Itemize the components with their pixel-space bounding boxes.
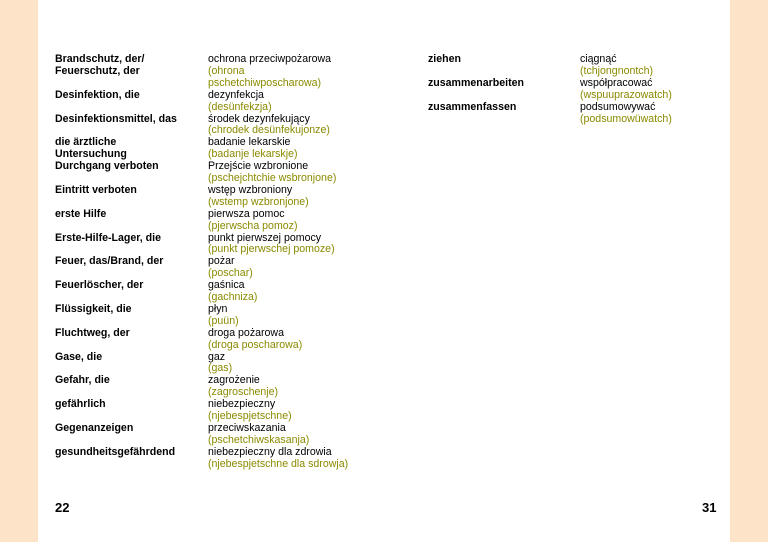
pronunciation: (wspuuprazowatch) (580, 88, 672, 101)
translation-entry (208, 90, 272, 114)
term (55, 185, 137, 197)
translation-entry (208, 185, 309, 209)
term-line: Fluchtweg, der (55, 326, 130, 339)
pronunciation: (wstemp wzbronjone) (208, 195, 309, 208)
term-line: Untersuchung (55, 148, 127, 161)
polish-word: gaśnica (208, 279, 245, 292)
translation-entry (208, 209, 298, 233)
pronunciation: (gas) (208, 362, 233, 375)
pronunciation: (podsumowüwatch) (580, 112, 672, 125)
polish-word: Przejście wzbronione (208, 160, 309, 173)
polish-word: ochrona przeciwpożarowa (208, 53, 332, 65)
term (55, 375, 110, 387)
term (55, 233, 161, 245)
pronunciation: (droga poscharowa) (208, 338, 303, 351)
polish-word: wstęp wzbroniony (208, 183, 293, 196)
polish-word: współpracować (580, 76, 653, 89)
term (55, 304, 132, 316)
pronunciation: pschetchiwposcharowa) (208, 76, 322, 89)
pronunciation: (gachniza) (208, 291, 258, 303)
polish-word: niebezpieczny (208, 398, 276, 411)
pronunciation: (pschejchtchie wsbronjone) (208, 172, 337, 184)
term (55, 447, 175, 459)
term (55, 423, 133, 435)
polish-word: niebezpieczny dla zdrowia (208, 445, 332, 458)
term (55, 280, 143, 292)
translation-entry (208, 399, 292, 423)
term-line: Desinfektion, die (55, 88, 140, 101)
term (55, 137, 127, 161)
translation-entry (208, 137, 298, 161)
polish-word: pierwsza pomoc (208, 207, 285, 220)
term-line: die ärztliche (55, 136, 117, 149)
pronunciation: (chrodek desünfekujonze) (208, 124, 330, 137)
pronunciation: (pjerwscha pomoz) (208, 219, 298, 232)
left-margin-band (0, 0, 38, 542)
pronunciation: (njebespjetschne) (208, 410, 292, 422)
polish-word: gaz (208, 350, 226, 363)
translation-entry (208, 328, 302, 352)
pronunciation: (puün) (208, 314, 239, 327)
polish-word: ciągnąć (580, 53, 617, 65)
term (55, 161, 159, 173)
term (55, 209, 106, 221)
term-line: Feuerschutz, der (55, 64, 140, 77)
polish-word: punkt pierwszej pomocy (208, 231, 322, 244)
pronunciation: (badanje lekarskje) (208, 148, 298, 161)
term-line: Brandschutz, der/ (55, 53, 145, 65)
page-number-left: 22 (55, 500, 70, 515)
translation-entry (208, 161, 336, 185)
term (55, 114, 177, 126)
pronunciation: (tchjongnontch) (580, 64, 654, 77)
term (55, 399, 106, 411)
polish-word: zagrożenie (208, 374, 260, 387)
term (428, 78, 524, 90)
pronunciation: (punkt pjerwschej pomoze) (208, 243, 335, 256)
term-line: Gegenanzeigen (55, 421, 134, 434)
polish-word: pożar (208, 255, 235, 268)
polish-word: środek dezynfekujący (208, 112, 310, 125)
polish-word: droga pożarowa (208, 326, 284, 339)
translation-entry (208, 447, 348, 471)
translation-entry (208, 280, 257, 304)
pronunciation: (njebespjetschne dla sdrowja) (208, 457, 349, 470)
term-line: zusammenarbeiten (428, 76, 524, 89)
term (55, 256, 163, 268)
term-line: ziehen (428, 53, 461, 65)
translation-entry (208, 352, 232, 376)
pronunciation: (poschar) (208, 267, 253, 280)
term-line: Eintritt verboten (55, 183, 137, 196)
term-line: Feuerlöscher, der (55, 279, 144, 292)
term-line: Erste-Hilfe-Lager, die (55, 231, 161, 244)
polish-word: badanie lekarskie (208, 136, 291, 149)
term-line: zusammenfassen (428, 100, 517, 113)
polish-word: podsumowywać (580, 100, 656, 113)
term (55, 90, 140, 102)
term-line: Gase, die (55, 350, 103, 363)
right-margin-band (730, 0, 768, 542)
term-line: Feuer, das/Brand, der (55, 255, 164, 268)
pronunciation: (ohrona (208, 64, 245, 77)
translation-entry (208, 54, 331, 90)
translation-entry (208, 256, 253, 280)
page-number-right: 31 (702, 500, 717, 515)
term-line: Desinfektionsmittel, das (55, 112, 177, 125)
term (428, 54, 461, 66)
term (428, 102, 516, 114)
polish-word: dezynfekcja (208, 88, 264, 101)
term-line: Gefahr, die (55, 374, 110, 387)
translation-entry (580, 78, 672, 102)
term (55, 328, 130, 340)
term-line: erste Hilfe (55, 207, 107, 220)
pronunciation: (zagroschenje) (208, 386, 279, 399)
translation-entry (208, 375, 278, 399)
translation-entry (580, 102, 672, 126)
translation-entry (208, 233, 335, 257)
pronunciation: (desünfekzja) (208, 100, 272, 113)
term-line: Durchgang verboten (55, 160, 159, 173)
term-line: gefährlich (55, 398, 106, 411)
term-line: Flüssigkeit, die (55, 302, 132, 315)
polish-word: płyn (208, 302, 228, 315)
term-line: gesundheitsgefährdend (55, 445, 176, 458)
translation-entry (208, 114, 330, 138)
pronunciation: (pschetchiwskasanja) (208, 433, 310, 446)
term (55, 54, 144, 78)
term (55, 352, 102, 364)
polish-word: przeciwskazania (208, 421, 286, 434)
translation-entry (208, 423, 309, 447)
translation-entry (580, 54, 653, 78)
translation-entry (208, 304, 239, 328)
